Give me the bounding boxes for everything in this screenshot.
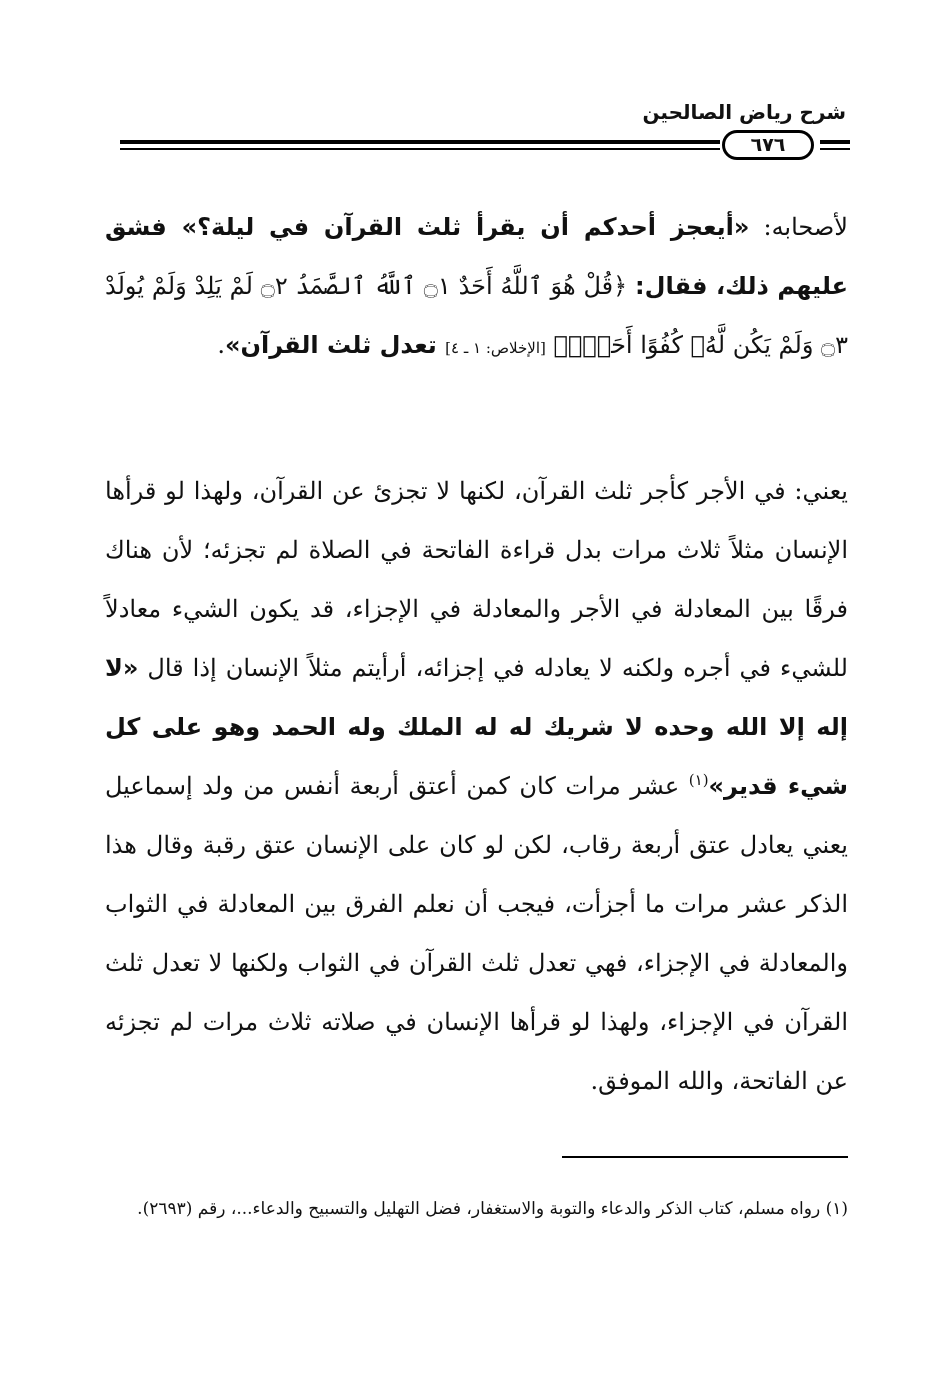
footnote-divider bbox=[562, 1156, 848, 1158]
footnote-marker: (١) bbox=[688, 771, 709, 789]
dhikr-quote: «لا إله إلا الله وحده لا شريك له له الملك وله الحمد وهو على كل شيء قدير» bbox=[105, 654, 848, 800]
page-number-badge: ٦٧٦ bbox=[722, 130, 814, 160]
paragraph-end: . bbox=[217, 331, 225, 359]
page-header-title: شرح رياض الصالحين bbox=[642, 100, 846, 124]
quran-verse: ﴿قُلْ هُوَ ٱللَّهُ أَحَدٌ ۝١ ٱللَّهُ ٱلصَّمَدُ ۝٢ لَمْ يَلِدْ وَلَمْ يُولَدْ ۝٣ وَلَمْ يَكُن لَّهُۥ كُفُوًا أَحَدٌۢ﴾ bbox=[105, 272, 848, 359]
verse-reference: [الإخلاص: ١ ـ ٤] bbox=[445, 339, 546, 357]
commentary-text-a: يعني: في الأجر كأجر ثلث القرآن، لكنها لا تجزئ عن القرآن، ولهذا لو قرأها الإنسان مثلاً ثلاث مرات بدل قراءة الفاتحة في الصلاة لم تجزئه؛ لأن هناك فرقًا بين المعادلة في الأجر والمعادلة في الإجزاء، قد يكون الشيء معادلاً للشيء في أجره ولكنه لا يعادله في إجزائه، أرأيتم مثلاً الإنسان إذا قال bbox=[105, 477, 848, 682]
commentary-text-b: عشر مرات كان كمن أعتق أربعة أنفس من ولد إسماعيل يعني يعادل عتق أربعة رقاب، لكن لو كان على الإنسان عتق رقبة وقال هذا الذكر عشر مرات ما أجزأت، فيجب أن نعلم الفرق بين المعادلة في الثواب والمعادلة في الإجزاء، فهي تعدل ثلث القرآن في الثواب ولكنها لا تعدل ثلث القرآن في الإجزاء، ولهذا لو قرأها الإنسان في صلاته ثلاث مرات لم تجزئه عن الفاتحة، والله الموفق. bbox=[105, 772, 848, 1095]
header-rule-left bbox=[120, 140, 720, 150]
hadith-quote: «أيعجز أحدكم أن يقرأ ثلث القرآن في ليلة؟» فشق عليهم ذلك، فقال: bbox=[105, 213, 849, 300]
hadith-quote-end: تعدل ثلث القرآن» bbox=[224, 331, 446, 359]
paragraph-commentary bbox=[105, 462, 848, 1111]
paragraph-lead: لأصحابه: bbox=[749, 213, 848, 241]
footnote: (١) رواه مسلم، كتاب الذكر والدعاء والتوبة والاستغفار، فضل التهليل والتسبيح والدعاء...، رقم (٢٦٩٣). bbox=[137, 1199, 848, 1219]
header-rule-right bbox=[820, 140, 850, 150]
paragraph-hadith bbox=[105, 198, 848, 378]
